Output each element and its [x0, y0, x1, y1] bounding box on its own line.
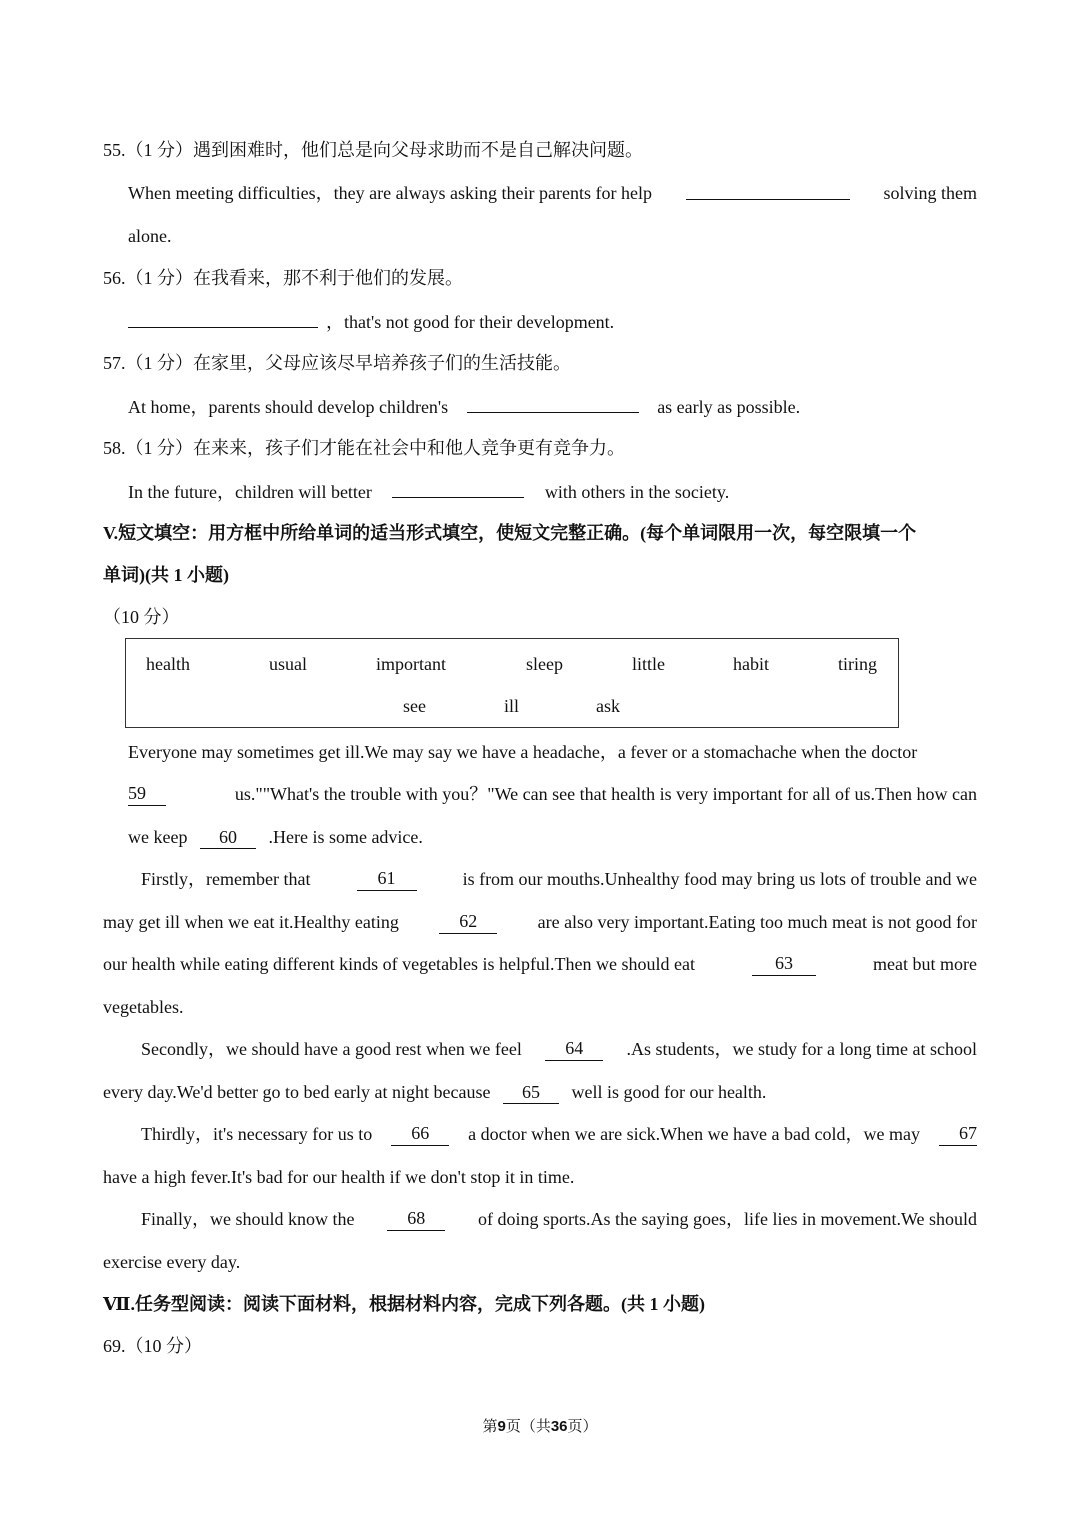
- passage-text: a doctor when we are sick.When we have a bad cold，we may: [468, 1124, 920, 1144]
- q56-text-a: ，that's not good for their development.: [326, 312, 615, 332]
- section-5-score: （10 分）: [103, 607, 180, 627]
- footer-total-pages: 36: [550, 1418, 568, 1435]
- passage-text: well is good for our health.: [571, 1082, 767, 1102]
- q55-text-c: alone.: [128, 226, 172, 246]
- word-box-item: see: [403, 696, 426, 716]
- q56-sentence: [128, 309, 614, 334]
- blank-68[interactable]: 68: [387, 1207, 445, 1231]
- passage-text: is from our mouths.Unhealthy food may bring us lots of trouble and we: [462, 869, 977, 889]
- passage-line: [103, 952, 977, 976]
- blank-64[interactable]: 64: [545, 1037, 603, 1061]
- passage-line: [128, 740, 977, 764]
- blank-63[interactable]: 63: [752, 952, 816, 976]
- word-box-item: tiring: [838, 654, 877, 674]
- passage-text: have a high fever.It's bad for our health if we don't stop it in time.: [103, 1167, 575, 1187]
- section-7-title: Ⅶ.任务型阅读：阅读下面材料，根据材料内容，完成下列各题。(共 1 小题): [103, 1294, 705, 1314]
- footer-suffix: 页）: [567, 1419, 598, 1435]
- passage-text: Secondly，we should have a good rest when we feel: [141, 1039, 522, 1059]
- passage-text: meat but more: [873, 954, 977, 974]
- q58-text-a: In the future，children will better: [128, 482, 372, 502]
- blank-60[interactable]: 60: [200, 826, 256, 849]
- q58-stem: 58.（1 分）在来来，孩子们才能在社会中和他人竞争更有竞争力。: [103, 438, 625, 458]
- passage-text: Thirdly，it's necessary for us to: [141, 1124, 373, 1144]
- word-box-item: habit: [733, 654, 769, 674]
- passage-text: we keep: [128, 827, 188, 847]
- blank-66[interactable]: 66: [391, 1122, 449, 1146]
- passage-text: may get ill when we eat it.Healthy eating: [103, 912, 399, 932]
- blank-61[interactable]: 61: [357, 867, 417, 891]
- passage-text: of doing sports.As the saying goes，life lies in movement.We should: [478, 1209, 977, 1229]
- q57-text-a: At home，parents should develop children's: [128, 397, 449, 417]
- footer-prefix: 第: [482, 1419, 498, 1435]
- passage-text: Everyone may sometimes get ill.We may say we have a headache，a fever or a stomachache when the doctor: [128, 742, 918, 762]
- word-box: [125, 638, 899, 728]
- passage-text: .As students，we study for a long time at school: [626, 1039, 977, 1059]
- passage-line: [128, 825, 423, 849]
- word-box-item: important: [376, 654, 446, 674]
- word-box-item: little: [632, 654, 665, 674]
- passage-line: [141, 1037, 977, 1061]
- passage-text: our health while eating different kinds of vegetables is helpful.Then we should eat: [103, 954, 695, 974]
- q58-answer-blank[interactable]: [392, 479, 524, 498]
- q55-sentence: [128, 181, 977, 205]
- passage-text: are also very important.Eating too much meat is not good for: [537, 912, 977, 932]
- passage-line: [128, 782, 977, 806]
- q55-answer-blank[interactable]: [686, 181, 850, 200]
- q55-stem: 55.（1 分）遇到困难时，他们总是向父母求助而不是自己解决问题。: [103, 140, 643, 160]
- page-footer: [0, 1416, 1080, 1438]
- passage-line: [141, 1122, 977, 1146]
- word-box-item: usual: [269, 654, 307, 674]
- q58-sentence: [128, 479, 729, 504]
- word-box-item: health: [146, 654, 190, 674]
- q56-stem: 56.（1 分）在我看来，那不利于他们的发展。: [103, 268, 463, 288]
- q57-answer-blank[interactable]: [467, 394, 639, 413]
- q56-answer-blank[interactable]: [128, 309, 318, 328]
- passage-text: Firstly，remember that: [141, 869, 311, 889]
- blank-67[interactable]: 67: [939, 1122, 977, 1146]
- passage-line: [103, 910, 977, 934]
- footer-page-number: 9: [497, 1418, 506, 1435]
- passage-text: vegetables.: [103, 997, 184, 1017]
- section-5-title: V.短文填空：用方框中所给单词的适当形式填空，使短文完整正确。(每个单词限用一次，每空限填一个: [103, 523, 917, 543]
- passage-text: every day.We'd better go to bed early at night because: [103, 1082, 491, 1102]
- passage-line: [103, 1080, 766, 1104]
- passage-text: Finally，we should know the: [141, 1209, 355, 1229]
- passage-text: .Here is some advice.: [268, 827, 423, 847]
- blank-65[interactable]: 65: [503, 1081, 559, 1104]
- word-box-item: sleep: [526, 654, 563, 674]
- q57-stem: 57.（1 分）在家里，父母应该尽早培养孩子们的生活技能。: [103, 353, 571, 373]
- passage-line: [141, 867, 977, 891]
- q58-text-b: with others in the society.: [544, 482, 730, 502]
- passage-text: exercise every day.: [103, 1252, 241, 1272]
- word-box-item: ask: [596, 696, 620, 716]
- footer-mid: 页（共: [505, 1419, 551, 1435]
- blank-59[interactable]: 59: [128, 782, 166, 806]
- q55-text-a: When meeting difficulties，they are always asking their parents for help: [128, 183, 652, 203]
- passage-text: us.""What's the trouble with you？"We can see that health is very important for all of us.Then how can: [234, 784, 977, 804]
- word-box-item: ill: [504, 696, 520, 716]
- passage-line: [141, 1207, 977, 1231]
- blank-62[interactable]: 62: [439, 910, 497, 934]
- section-5-title-cont: 单词)(共 1 小题): [103, 565, 229, 585]
- q57-sentence: [128, 394, 800, 419]
- q55-text-b: solving them: [883, 183, 977, 203]
- q57-text-b: as early as possible.: [657, 397, 801, 417]
- q69-stem: 69.（10 分）: [103, 1336, 202, 1356]
